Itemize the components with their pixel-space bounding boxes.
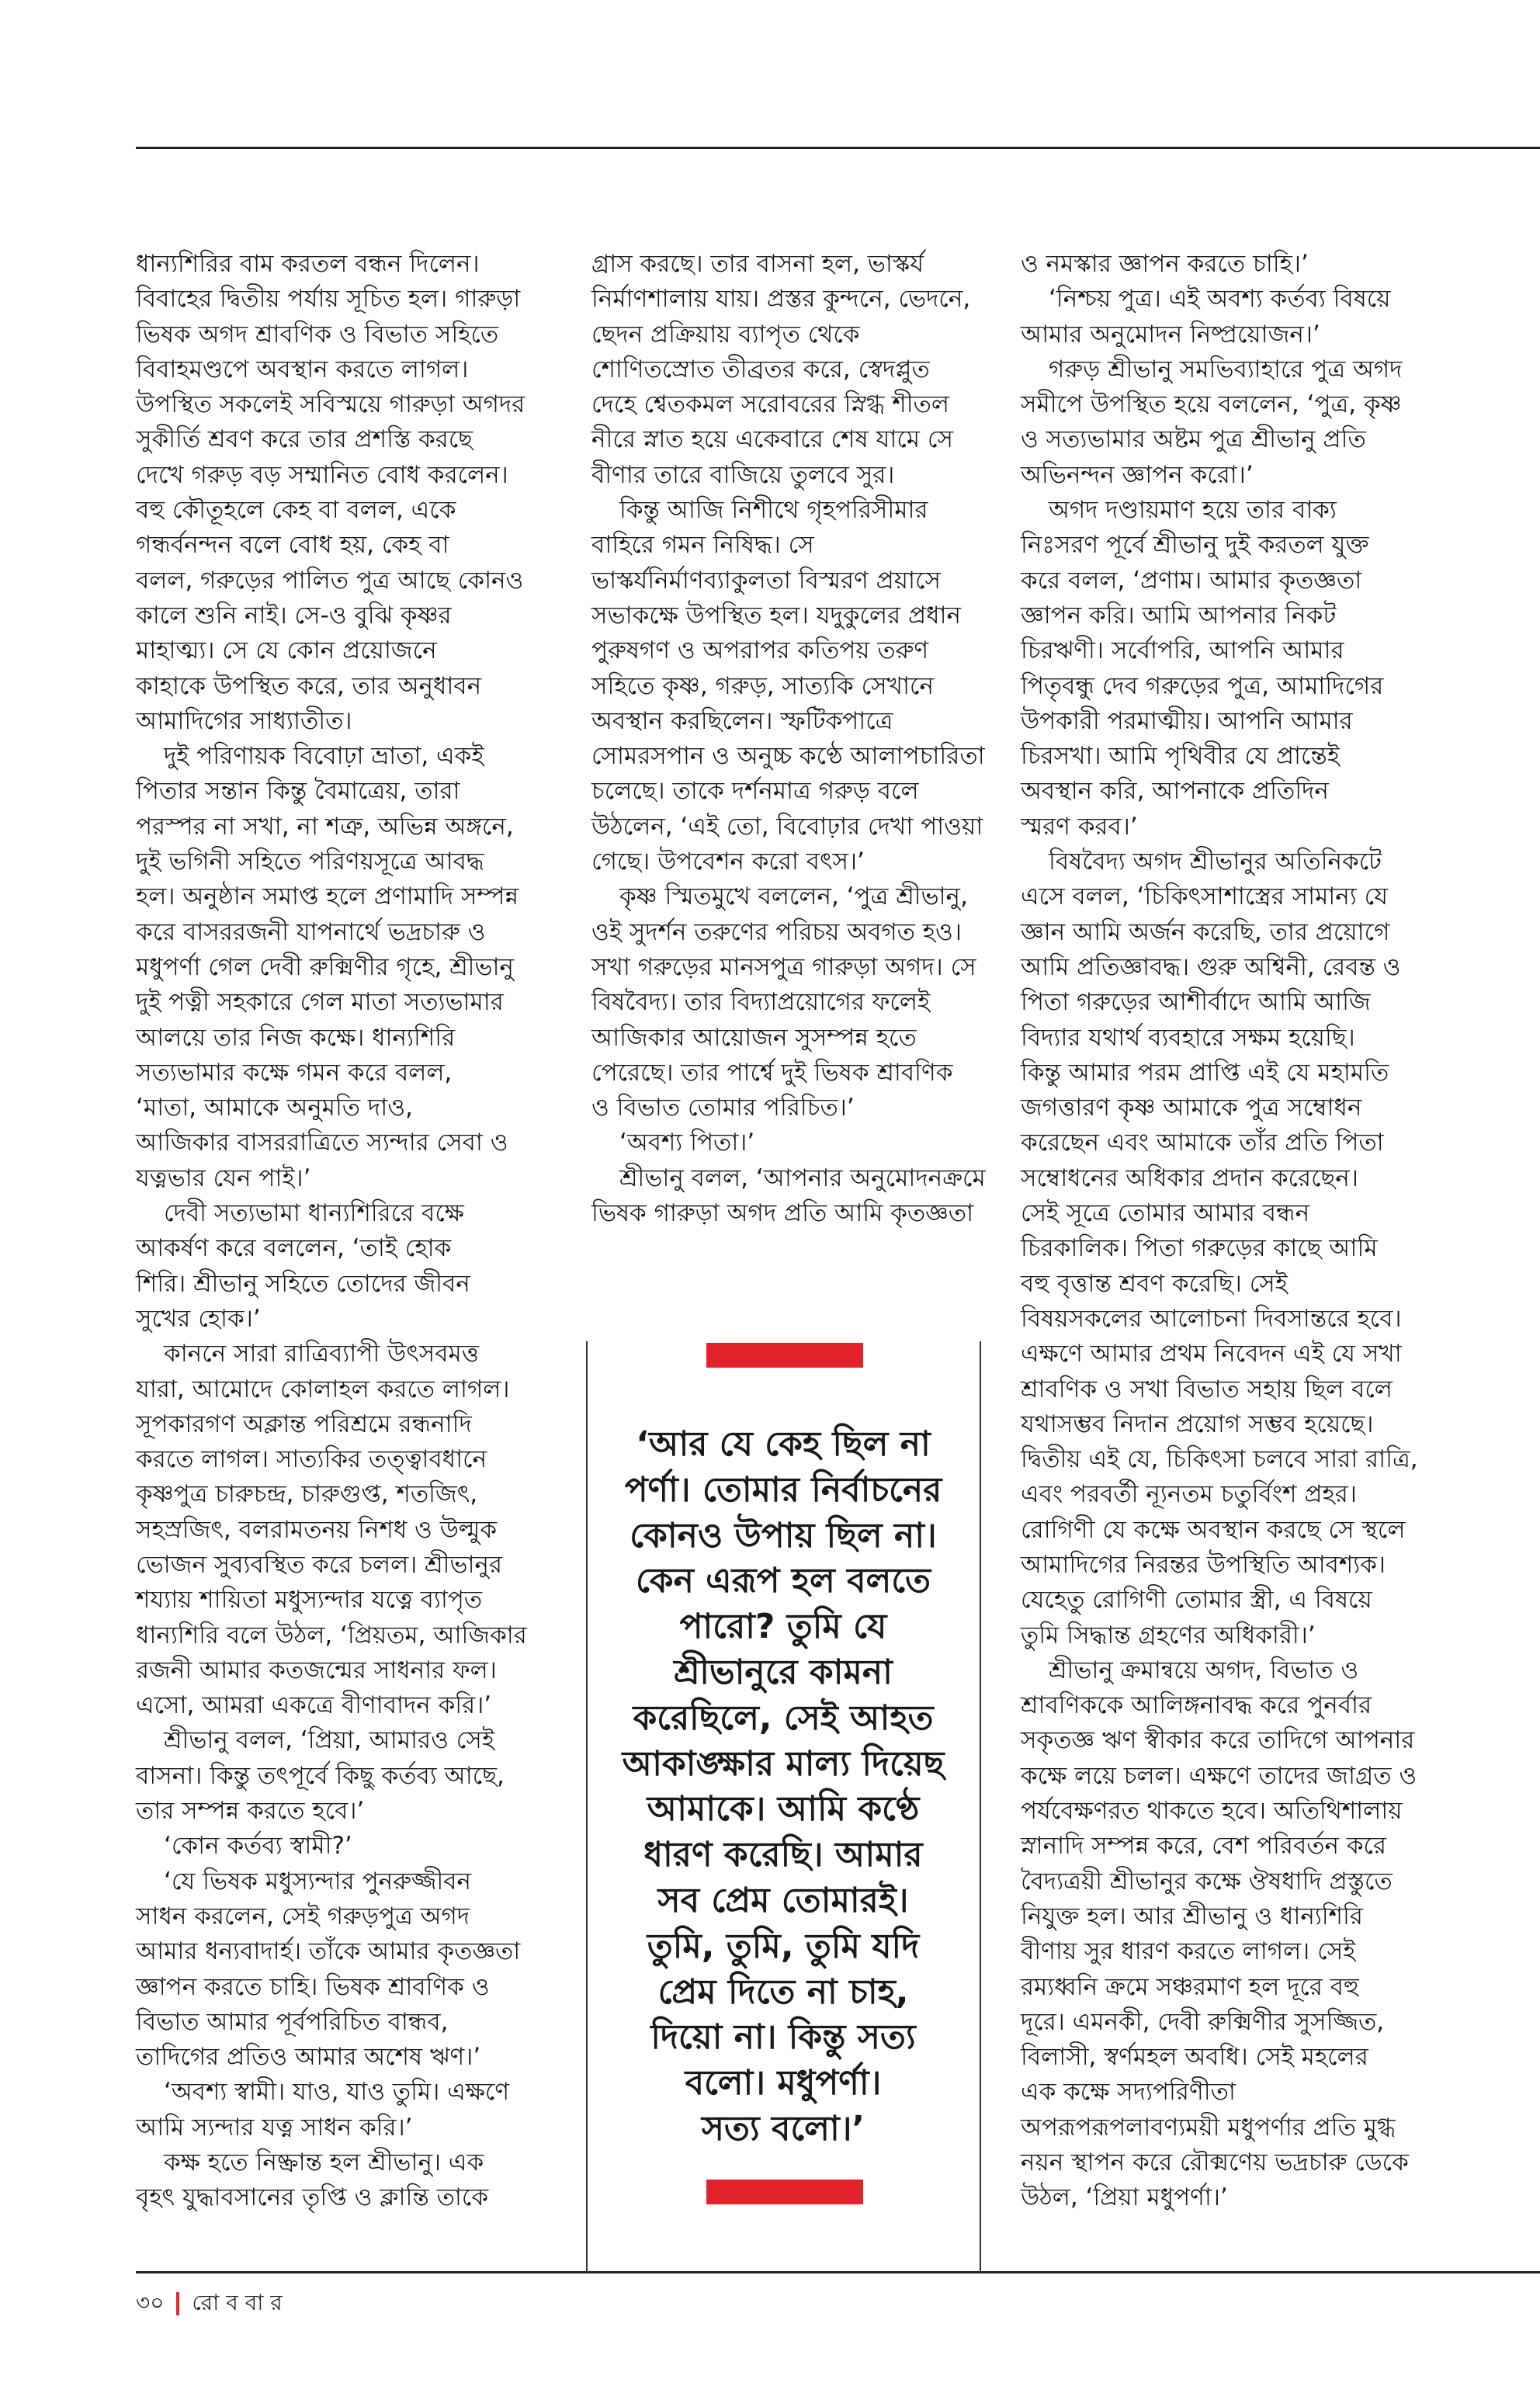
- pull-quote-line: করেছিলে, সেই আহত: [633, 1698, 934, 1738]
- text-line: ও সত্যভামার অষ্টম পুত্র শ্রীভানু প্রতি: [1021, 425, 1366, 454]
- text-line: বিবাহের দ্বিতীয় পর্যায় সূচিত হল। গারুড়া: [136, 285, 521, 314]
- text-line: সম্বোধনের অধিকার প্রদান করেছেন।: [1021, 1164, 1358, 1192]
- paragraph: [1021, 282, 1525, 352]
- text-line: শিরি। শ্রীভানু সহিতে তোদের জীবন: [136, 1269, 470, 1298]
- text-line: সোমরসপান ও অনুচ্চ কণ্ঠে আলাপচারিতা: [591, 742, 985, 771]
- text-line: কৃষ্ণপুত্র চারুচন্দ্র, চারুগুপ্ত, শতজিৎ,: [136, 1480, 478, 1509]
- text-line: দুই পরিণায়ক বিবোঢ়া ভ্রাতা, একই: [164, 742, 484, 771]
- text-line: নীরে স্নাত হয়ে একেবারে শেষ যামে সে: [591, 425, 953, 454]
- quote-box-left-border: [586, 1341, 588, 2272]
- text-line: রোগিণী যে কক্ষে অবস্থান করছে সে স্থলে: [1021, 1515, 1406, 1544]
- pull-quote-line: সত্য বলো।’: [701, 2108, 865, 2148]
- text-line: গন্ধর্বনন্দন বলে বোধ হয়, কেহ বা: [136, 531, 449, 560]
- text-line: পরস্পর না সখা, না শত্রু, অভিন্ন অঙ্গনে,: [136, 812, 514, 841]
- text-line: বিষবৈদ্য অগদ শ্রীভানুর অতিনিকটে: [1049, 848, 1382, 876]
- text-line: দুই পত্নী সহকারে গেল মাতা সত্যভামার: [136, 988, 504, 1017]
- text-line: উপকারী পরমাত্মীয়। আপনি আমার: [1021, 706, 1353, 735]
- text-line: এক কক্ষে সদ্যপরিণীতা: [1021, 2078, 1236, 2107]
- text-line: ভিষক গারুড়া অগদ প্রতি আমি কৃতজ্ঞতা: [591, 1199, 974, 1228]
- pull-quote-line: দিয়ো না। কিন্তু সত্য: [650, 2017, 916, 2058]
- text-line: নয়ন স্থাপন করে রৌক্মণেয় ভদ্রচারু ডেকে: [1021, 2148, 1409, 2177]
- text-line: সকৃতজ্ঞ ঋণ স্বীকার করে তাদিগে আপনার: [1021, 1726, 1415, 1755]
- text-line: এসো, আমরা একত্রে বীণাবাদন করি।’: [136, 1691, 492, 1720]
- text-line: উঠলেন, ‘এই তো, বিবোঢ়ার দেখা পাওয়া: [591, 812, 983, 841]
- text-line: ‘যে ভিষক মধুস্যন্দার পুনরুজ্জীবন: [164, 1867, 472, 1895]
- paragraph: [1021, 352, 1525, 493]
- text-line: বিষয়সকলের আলোচনা দিবসান্তরে হবে।: [1021, 1304, 1402, 1333]
- pull-quote-line: তুমি, তুমি, তুমি যদি: [647, 1926, 920, 1966]
- text-line: চিরকালিক। পিতা গরুড়ের কাছে আমি: [1021, 1234, 1378, 1263]
- text-line: ধান্যশিরি বলে উঠল, ‘প্রিয়তম, আজিকার: [136, 1621, 527, 1649]
- text-line: গেছে। উপবেশন করো বৎস।’: [591, 848, 865, 876]
- text-line: করেছেন এবং আমাকে তাঁর প্রতি পিতা: [1021, 1129, 1384, 1157]
- text-line: অভিনন্দন জ্ঞাপন করো।’: [1021, 460, 1254, 489]
- paragraph: [1021, 844, 1525, 1653]
- text-line: ভিষক অগদ শ্রাবণিক ও বিভাত সহিতে: [136, 320, 499, 349]
- text-line: সহস্রজিৎ, বলরামতনয় নিশধ ও উল্মুক: [136, 1515, 498, 1544]
- text-line: আমি স্যন্দার যত্ন সাধন করি।’: [136, 2113, 413, 2142]
- text-line: দ্বিতীয় এই যে, চিকিৎসা চলবে সারা রাত্রি,: [1021, 1445, 1418, 1474]
- text-line: আমার ধন্যবাদার্হ। তাঁকে আমার কৃতজ্ঞতা: [136, 1937, 521, 1966]
- text-line: স্মরণ করব।’: [1021, 812, 1138, 841]
- text-line: শয্যায় শায়িতা মধুস্যন্দার যত্নে ব্যাপৃত: [136, 1586, 483, 1614]
- paragraph: [591, 1125, 972, 1160]
- text-line: বীণার তারে বাজিয়ে তুলবে সুর।: [591, 460, 895, 489]
- text-line: আমি প্রতিজ্ঞাবদ্ধ। গুরু অশ্বিনী, রেবন্ত ও: [1021, 952, 1401, 981]
- text-line: ভাস্কর্যনির্মাণব্যাকুলতা বিস্মরণ প্রয়াসে: [591, 566, 941, 595]
- text-line: নিঃসরণ পূর্বে শ্রীভানু দুই করতল যুক্ত: [1021, 531, 1369, 560]
- paragraph: [136, 247, 525, 739]
- text-line: দূরে। এমনকী, দেবী রুক্মিণীর সুসজ্জিত,: [1021, 2007, 1385, 2036]
- text-line: সভাকক্ষে উপস্থিত হল। যদুকুলের প্রধান: [591, 601, 961, 629]
- text-line: চিরঋণী। সর্বোপরি, আপনি আমার: [1021, 636, 1344, 665]
- text-line: সহিতে কৃষ্ণ, গরুড়, সাত্যকি সেখানে: [591, 671, 934, 700]
- footer-separator: [176, 2292, 179, 2315]
- text-line: কিন্তু আজি নিশীথে গৃহপরিসীমার: [619, 496, 928, 525]
- text-line: যথাসম্ভব নিদান প্রয়োগ সম্ভব হয়েছে।: [1021, 1410, 1374, 1438]
- paragraph: [591, 879, 976, 1125]
- text-line: বৈদ্যত্রয়ী শ্রীভানুর কক্ষে ঔষধাদি প্রস্তুতে: [1021, 1867, 1393, 1895]
- paragraph: [1021, 247, 1525, 282]
- text-line: এক্ষণে আমার প্রথম নিবেদন এই যে সখা: [1021, 1340, 1402, 1368]
- text-line: শ্রীভানু বলল, ‘প্রিয়া, আমারও সেই: [164, 1726, 494, 1755]
- magazine-name: রো ব বা র: [192, 2290, 283, 2315]
- text-line: আমার অনুমোদন নিষ্প্রয়োজন।’: [1021, 320, 1320, 349]
- paragraph: [591, 1161, 986, 1232]
- pull-quote-line: ‘আর যে কেহ ছিল না: [636, 1424, 931, 1464]
- pull-quote-line: ধারণ করেছি। আমার: [643, 1835, 923, 1875]
- pull-quote-line: কোনও উপায় ছিল না।: [630, 1515, 937, 1555]
- text-line: পিতৃবন্ধু দেব গরুড়ের পুত্র, আমাদিগের: [1021, 671, 1384, 700]
- text-line: রম্যধ্বনি ক্রমে সঞ্চরমাণ হল দূরে বহু: [1021, 1972, 1359, 2001]
- text-line: হল। অনুষ্ঠান সমাপ্ত হলে প্রণামাদি সম্পন্ন: [136, 883, 519, 911]
- text-line: সখা গরুড়ের মানসপুত্র গারুড়া অগদ। সে: [591, 952, 976, 981]
- quote-bottom-accent-bar: [706, 2180, 863, 2204]
- text-line: শোণিতস্রোত তীব্রতর করে, স্বেদপ্লুত: [591, 355, 930, 383]
- text-line: সত্যভামার কক্ষে গমন করে বলল,: [136, 1058, 453, 1087]
- pull-quote-line: সব প্রেম তোমারই।: [657, 1880, 909, 1920]
- text-line: করতে লাগল। সাত্যকির তত্ত্বাবধানে: [136, 1445, 487, 1474]
- text-line: চলেছে। তাকে দর্শনমাত্র গরুড় বলে: [591, 777, 919, 806]
- text-line: উপস্থিত সকলেই সবিস্ময়ে গারুড়া অগদর: [136, 390, 525, 419]
- pull-quote-line: আকাঙ্ক্ষার মাল্য দিয়েছ: [622, 1743, 945, 1784]
- paragraph: [136, 739, 519, 1196]
- paragraph: [591, 247, 972, 493]
- pull-quote-line: পারো? তুমি যে: [679, 1607, 887, 1647]
- text-line: জ্ঞাপন করতে চাহি। ভিষক শ্রাবণিক ও: [136, 1972, 490, 2001]
- text-line: জ্ঞাপন করি। আমি আপনার নিকট: [1021, 601, 1337, 629]
- paragraph: [136, 2145, 508, 2216]
- text-line: বাহিরে গমন নিষিদ্ধ। সে: [591, 531, 814, 560]
- text-line: সাধন করলেন, সেই গরুড়পুত্র অগদ: [136, 1902, 470, 1930]
- text-line: কাহাকে উপস্থিত করে, তার অনুধাবন: [136, 671, 482, 700]
- text-line: বিষবৈদ্য। তার বিদ্যাপ্রয়োগের ফলেই: [591, 988, 931, 1017]
- text-line: মাহাত্ম্য। সে যে কোন প্রয়োজনে: [136, 636, 437, 665]
- text-line: অবস্থান করি, আপনাকে প্রতিদিন: [1021, 777, 1329, 806]
- text-line: বলল, গরুড়ের পালিত পুত্র আছে কোনও: [136, 566, 524, 595]
- quote-top-accent-bar: [706, 1343, 863, 1368]
- text-line: কক্ষ হতে নিষ্ক্রান্ত হল শ্রীভানু। এক: [164, 2148, 484, 2177]
- paragraph: [1021, 1653, 1525, 2216]
- text-line: ভোজন সুব্যবস্থিত করে চলল। শ্রীভানুর: [136, 1550, 503, 1579]
- text-line: শ্রীভানু ক্রমান্বয়ে অগদ, বিভাত ও: [1049, 1656, 1359, 1684]
- paragraph: [136, 1196, 508, 1337]
- text-line: পুরুষগণ ও অপরাপর কতিপয় তরুণ: [591, 636, 929, 665]
- text-line: জ্ঞান আমি অর্জন করেছি, তার প্রয়োগে: [1021, 917, 1390, 946]
- text-line: শ্রাবণিককে আলিঙ্গনাবদ্ধ করে পুনর্বার: [1021, 1691, 1372, 1720]
- text-line: দেহে শ্বেতকমল সরোবরের স্নিগ্ধ শীতল: [591, 390, 949, 419]
- text-line: নিযুক্ত হল। আর শ্রীভানু ও ধান্যশিরি: [1021, 1902, 1363, 1930]
- text-line: দেবী সত্যভামা ধান্যশিরিরে বক্ষে: [164, 1199, 464, 1228]
- text-line: বিলাসী, স্বর্ণমহল অবধি। সেই মহলের: [1021, 2043, 1368, 2072]
- text-line: দেখে গরুড় বড় সম্মানিত বোধ করলেন।: [136, 460, 508, 489]
- text-line: যেহেতু রোগিণী তোমার স্ত্রী, এ বিষয়ে: [1021, 1586, 1372, 1614]
- text-line: ছেদন প্রক্রিয়ায় ব্যাপৃত থেকে: [591, 320, 860, 349]
- text-line: কাননে সারা রাত্রিব্যাপী উৎসবমত্ত: [164, 1340, 479, 1368]
- text-line: যত্নভার যেন পাই।’: [136, 1164, 311, 1192]
- text-line: সমীপে উপস্থিত হয়ে বললেন, ‘পুত্র, কৃষ্ণ: [1021, 390, 1402, 419]
- page-footer: [136, 2286, 283, 2322]
- text-line: সুখের হোক।’: [136, 1304, 261, 1333]
- text-line: আজিকার বাসররাত্রিতে স্যন্দার সেবা ও: [136, 1129, 508, 1157]
- paragraph: [136, 1337, 527, 1723]
- pull-quote-line: শ্রীভানুরে কামনা: [674, 1652, 893, 1692]
- text-line: শ্রীভানু বলল, ‘আপনার অনুমোদনক্রমে: [619, 1164, 986, 1192]
- text-line: সেই সূত্রে তোমার আমার বন্ধন: [1021, 1199, 1310, 1228]
- text-line: ‘অবশ্য পিতা।’: [619, 1129, 755, 1157]
- text-line: নির্মাণশালায় যায়। প্রস্তর কুন্দনে, ভেদনে,: [591, 285, 971, 314]
- text-line: সুকীর্তি শ্রবণ করে তার প্রশস্তি করছে: [136, 425, 473, 454]
- text-line: করে বলল, ‘প্রণাম। আমার কৃতজ্ঞতা: [1021, 566, 1362, 595]
- text-line: তার সম্পন্ন করতে হবে।’: [136, 1797, 365, 1826]
- text-line: আমাদিগের নিরন্তর উপস্থিতি আবশ্যক।: [1021, 1550, 1386, 1579]
- text-line: কক্ষে লয়ে চলল। এক্ষণে তাদের জাগ্রত ও: [1021, 1761, 1417, 1790]
- text-line: অগদ দণ্ডায়মাণ হয়ে তার বাক্য: [1049, 496, 1337, 525]
- text-line: ও নমস্কার জ্ঞাপন করতে চাহি।’: [1021, 250, 1309, 278]
- text-column-2: [591, 247, 986, 1231]
- text-line: বাসনা। কিন্তু তৎপূর্বে কিছু কর্তব্য আছে,: [136, 1761, 505, 1790]
- bottom-rule: [136, 2271, 1540, 2273]
- text-line: এসে বলল, ‘চিকিৎসাশাস্ত্রের সামান্য যে: [1021, 883, 1389, 911]
- pull-quote-line: প্রেম দিতে না চাহ,: [657, 1972, 909, 2012]
- top-rule: [136, 147, 1540, 149]
- text-line: আলয়ে তার নিজ কক্ষে। ধান্যশিরি: [136, 1023, 456, 1052]
- paragraph: [591, 493, 985, 879]
- pull-quote: [591, 1422, 975, 2152]
- text-line: চিরসখা। আমি পৃথিবীর যে প্রান্তেই: [1021, 742, 1340, 771]
- text-line: আজিকার আয়োজন সুসম্পন্ন হতে: [591, 1023, 917, 1052]
- paragraph: [136, 1829, 508, 1864]
- text-line: পিতা গরুড়ের আশীর্বাদে আমি আজি: [1021, 988, 1371, 1017]
- text-line: দুই ভগিনী সহিতে পরিণয়সূত্রে আবদ্ধ: [136, 848, 484, 876]
- text-line: যারা, আমোদে কোলাহল করতে লাগল।: [136, 1375, 510, 1403]
- text-line: মধুপর্ণা গেল দেবী রুক্মিণীর গৃহে, শ্রীভানু: [136, 952, 514, 981]
- text-line: করে বাসররজনী যাপনার্থে ভদ্রচারু ও: [136, 917, 486, 946]
- text-line: পর্যবেক্ষণরত থাকতে হবে। অতিথিশালায়: [1021, 1797, 1403, 1826]
- text-line: গ্রাস করছে। তার বাসনা হল, ভাস্কর্য: [591, 250, 924, 278]
- paragraph: [136, 1723, 508, 1829]
- page-number: ৩০: [136, 2290, 165, 2315]
- quote-box-right-border: [980, 1341, 981, 2272]
- text-line: শ্রাবণিক ও সখা বিভাত সহায় ছিল বলে: [1021, 1375, 1393, 1403]
- text-line: তুমি সিদ্ধান্ত গ্রহণের অধিকারী।’: [1021, 1621, 1316, 1649]
- text-line: ‘কোন কর্তব্য স্বামী?’: [164, 1832, 352, 1861]
- pull-quote-line: পর্ণা। তোমার নির্বাচনের: [624, 1469, 942, 1510]
- text-line: ‘নিশ্চয় পুত্র। এই অবশ্য কর্তব্য বিষয়ে: [1049, 285, 1391, 314]
- text-line: বিবাহমণ্ডপে অবস্থান করতে লাগল।: [136, 355, 469, 383]
- text-line: পেরেছে। তার পার্শ্বে দুই ভিষক শ্রাবণিক: [591, 1058, 953, 1087]
- text-line: আকর্ষণ করে বললেন, ‘তাই হোক: [136, 1234, 452, 1263]
- text-line: বিভাত আমার পূর্বপরিচিত বান্ধব,: [136, 2007, 449, 2036]
- text-line: পিতার সন্তান কিন্তু বৈমাত্রেয়, তারা: [136, 777, 460, 806]
- pull-quote-line: আমাকে। আমি কণ্ঠে: [647, 1789, 920, 1829]
- pull-quote-line: কেন এরূপ হল বলতে: [635, 1561, 931, 1601]
- text-column-3: [1021, 247, 1525, 2216]
- text-column-1: [136, 247, 527, 2216]
- text-line: ও বিভাত তোমার পরিচিত।’: [591, 1094, 855, 1122]
- text-line: জগত্তারণ কৃষ্ণ আমাকে পুত্র সম্বোধন: [1021, 1094, 1362, 1122]
- pull-quote-line: বলো। মধুপর্ণা।: [685, 2063, 882, 2103]
- text-line: কিন্তু আমার পরম প্রাপ্তি এই যে মহামতি: [1021, 1058, 1389, 1087]
- text-line: আমাদিগের সাধ্যাতীত।: [136, 706, 352, 735]
- text-line: বহু বৃত্তান্ত শ্রবণ করেছি। সেই: [1021, 1269, 1288, 1298]
- paragraph: [136, 1864, 521, 2076]
- text-line: ওই সুদর্শন তরুণের পরিচয় অবগত হও।: [591, 917, 962, 946]
- text-line: স্নানাদি সম্পন্ন করে, বেশ পরিবর্তন করে: [1021, 1832, 1387, 1861]
- text-line: ‘মাতা, আমাকে অনুমতি দাও,: [136, 1094, 413, 1122]
- text-line: বহু কৌতূহলে কেহ বা বলল, একে: [136, 496, 456, 525]
- text-line: অবস্থান করছিলেন। স্ফটিকপাত্রে: [591, 706, 893, 735]
- text-line: উঠল, ‘প্রিয়া মধুপর্ণা।’: [1021, 2183, 1228, 2212]
- text-line: সূপকারগণ অক্লান্ত পরিশ্রমে রন্ধনাদি: [136, 1410, 472, 1438]
- text-line: ‘অবশ্য স্বামী। যাও, যাও তুমি। এক্ষণে: [164, 2078, 510, 2107]
- text-line: কালে শুনি নাই। সে-ও বুঝি কৃষ্ণর: [136, 601, 452, 629]
- paragraph: [1021, 493, 1525, 844]
- text-line: অপরূপরূপলাবণ্যময়ী মধুপর্ণার প্রতি মুগ্ধ: [1021, 2113, 1396, 2142]
- paragraph: [136, 2075, 508, 2145]
- text-line: এবং পরবর্তী ন্যূনতম চতুর্বিংশ প্রহর।: [1021, 1480, 1357, 1509]
- text-line: কৃষ্ণ স্মিতমুখে বললেন, ‘পুত্র শ্রীভানু,: [619, 883, 968, 911]
- text-line: বিদ্যার যথার্থ ব্যবহারে সক্ষম হয়েছি।: [1021, 1023, 1355, 1052]
- text-line: বৃহৎ যুদ্ধাবসানের তৃপ্তি ও ক্লান্তি তাকে: [136, 2183, 489, 2212]
- text-line: রজনী আমার কতজন্মের সাধনার ফল।: [136, 1656, 497, 1684]
- text-line: ধান্যশিরির বাম করতল বন্ধন দিলেন।: [136, 250, 480, 278]
- text-line: বীণায় সুর ধারণ করতে লাগল। সেই: [1021, 1937, 1356, 1966]
- text-line: তাদিগের প্রতিও আমার অশেষ ঋণ।’: [136, 2043, 481, 2072]
- text-line: গরুড় শ্রীভানু সমভিব্যাহারে পুত্র অগদ: [1049, 355, 1403, 383]
